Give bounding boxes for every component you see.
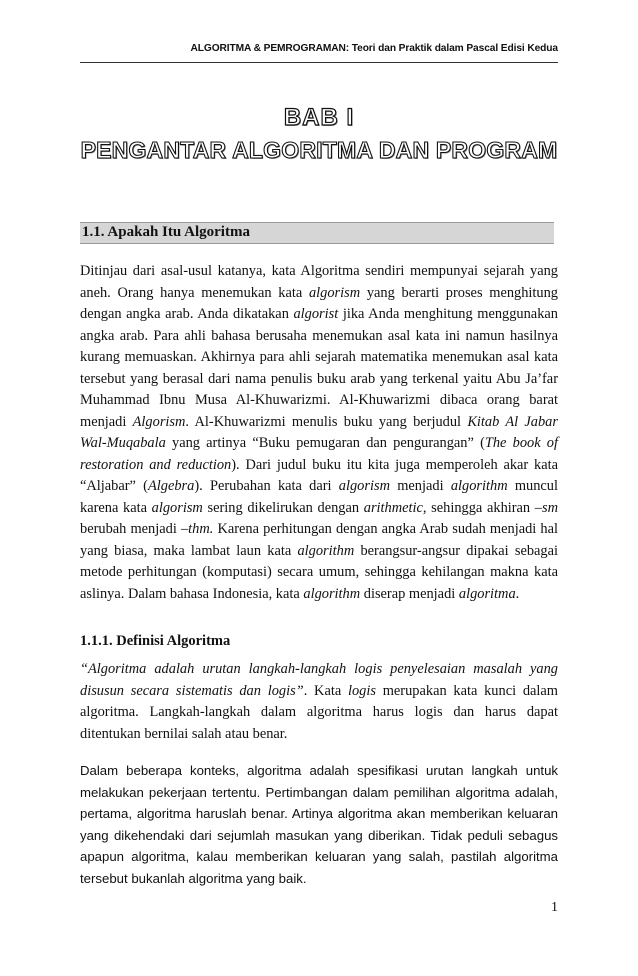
section-heading-bar (80, 222, 554, 244)
chapter-label: BAB I (283, 104, 355, 131)
paragraph-history: Ditinjau dari asal-usul katanya, kata Algoritma sendiri mempunyai sejarah yang aneh. Orang hanya menemukan kata algorism yang berarti proses menghitung dengan angka arab. Anda dikatakan algorist jika Anda menghitung menggunakan angka arab. Para ahli bahasa berusaha menemukan asal kata ini namun hasilnya kurang memuaskan. Akhirnya para ahli sejarah matematika menemukan asal kata tersebut yang berasal dari nama penulis buku arab yang terkenal yaitu Abu Ja’far Muhammad Ibnu Musa Al-Khuwarizmi. Al-Khuwarizmi dibaca orang barat menjadi Algorism. Al-Khuwarizmi menulis buku yang berjudul Kitab Al Jabar Wal-Muqabala yang artinya “Buku pemugaran dan pengurangan” (The book of restoration and reduction). Dari judul buku itu kita juga memperoleh akar kata “Aljabar” (Algebra). Perubahan kata dari algorism menjadi algorithm muncul karena kata algorism sering dikelirukan dengan arithmetic, sehingga akhiran –sm berubah menjadi –thm. Karena perhitungan dengan angka Arab sudah menjadi hal yang biasa, maka lambat laun kata algorithm berangsur-angsur dipakai sebagai metode perhitungan (komputasi) secara umum, sehingga kehilangan makna kata aslinya. Dalam bahasa Indonesia, kata algorithm diserap menjadi algoritma. (80, 263, 559, 602)
italic-run: Kitab Al Jabar Wal-Muqabala (80, 413, 558, 451)
italic-run: algorism (338, 478, 390, 494)
italic-run: algorism (308, 284, 361, 301)
italic-run: Algebra (147, 478, 195, 494)
italic-run: arithmetic (363, 499, 423, 516)
italic-run: –thm. (180, 521, 214, 537)
italic-run: –sm (534, 499, 558, 516)
paragraph-definition: “Algoritma adalah urutan langkah-langkah logis penyelesaian masalah yang disusun secara sistematis dan logis”. Kata logis merupakan kata kunci dalam algoritma. Langkah-langkah dalam algoritma harus logis dan harus dapat ditentukan bernilai salah atau benar. (80, 661, 558, 742)
section-heading: 1.1. Apakah Itu Algoritma (82, 224, 250, 240)
paragraph-context: Dalam beberapa konteks, algoritma adalah spesifikasi urutan langkah untuk melakukan pekerjaan tertentu. Pertimbangan dalam pemilihan algoritma adalah, pertama, algoritma haruslah benar. Artinya algoritma akan memberikan keluaran yang dikehendaki dari sejumlah masukan yang diberikan. Tidak peduli sebagus apapun algoritma, kalau memberikan keluaran yang salah, pastilah algoritma tersebut bukanlah algoritma yang baik. (80, 763, 558, 886)
italic-run: algorithm (450, 478, 508, 494)
italic-run: algorithm (297, 542, 355, 559)
subsection-heading: 1.1.1. Definisi Algoritma (80, 633, 231, 649)
italic-run: algorist (293, 306, 339, 322)
italic-run: logis (347, 682, 376, 699)
italic-run: algoritma (458, 585, 516, 602)
page-number: 1 (551, 900, 558, 915)
italic-run: Algorism (132, 413, 186, 430)
chapter-title: PENGANTAR ALGORITMA DAN PROGRAM (80, 137, 558, 163)
italic-run: algorism (151, 499, 203, 516)
header-rule (80, 62, 558, 63)
italic-run: algorithm (303, 585, 361, 602)
running-header: ALGORITMA & PEMROGRAMAN: Teori dan Praktik dalam Pascal Edisi Kedua (190, 43, 558, 54)
italic-run: “Algoritma adalah urutan langkah-langkah logis penyelesaian masalah yang disusun secara sistematis dan logis” (80, 661, 558, 699)
italic-run: The book of restoration and reduction (80, 435, 558, 473)
